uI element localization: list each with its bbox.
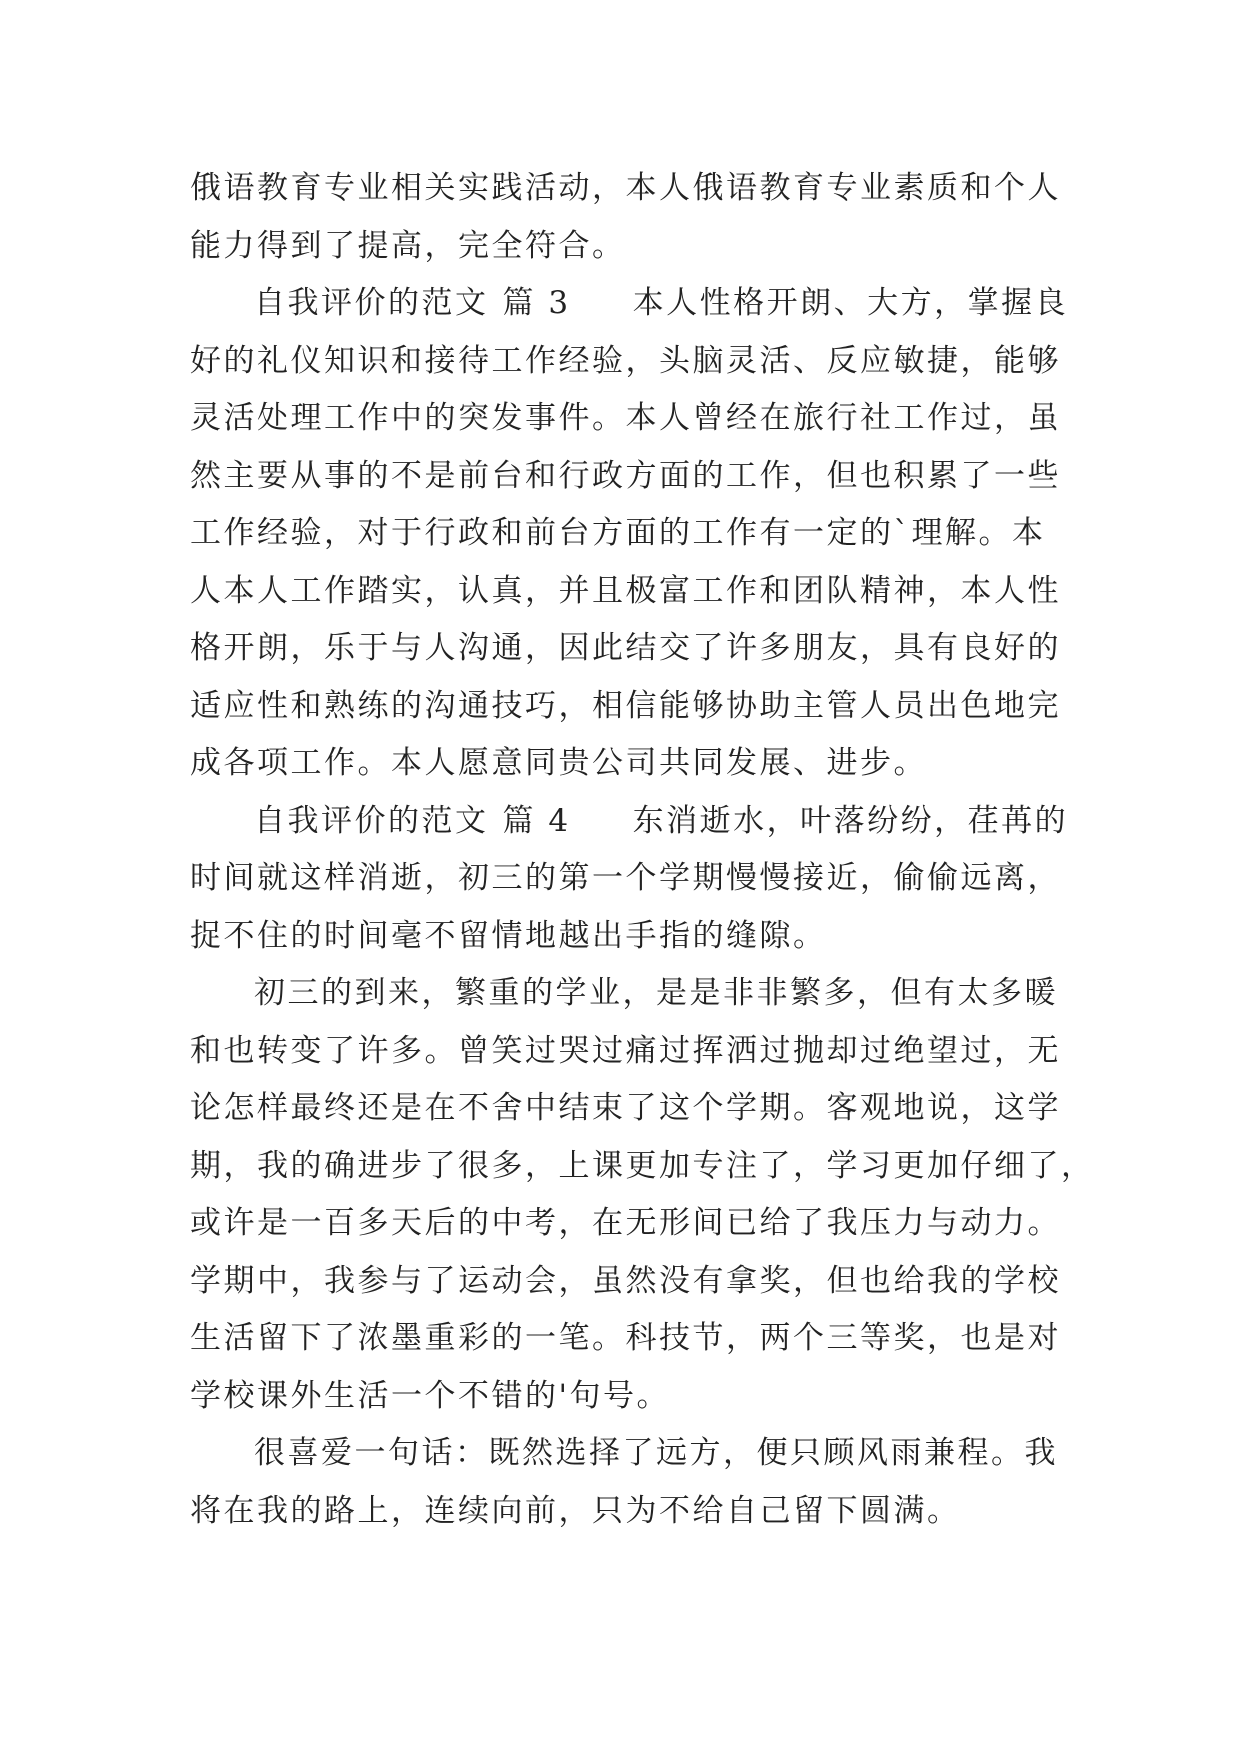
section-number: 篇 3 xyxy=(502,285,571,321)
text-line: 时间就这样消逝，初三的第一个学期慢慢接近，偷偷远离， xyxy=(190,860,1061,896)
section-heading-line xyxy=(190,793,1069,851)
text-line: 工作经验，对于行政和前台方面的工作有一定的`理解。本 xyxy=(190,515,1046,551)
document-body xyxy=(190,160,1095,1540)
section-heading: 自我评价的范文 xyxy=(254,802,489,839)
text-line: 格开朗，乐于与人沟通，因此结交了许多朋友，具有良好的 xyxy=(190,630,1061,666)
text-line: 本人性格开朗、大方，掌握良 xyxy=(632,285,1069,321)
text-line: 俄语教育专业相关实践活动，本人俄语教育专业素质和个人 xyxy=(190,170,1061,206)
text-line: 东消逝水，叶落纷纷，荏苒的 xyxy=(632,802,1069,839)
paragraph xyxy=(190,275,1069,793)
text-line: 能力得到了提高，完全符合。 xyxy=(190,227,626,264)
paragraph xyxy=(190,965,1095,1425)
text-line: 初三的到来，繁重的学业，是是非非繁多，但有太多暖 xyxy=(254,975,1058,1011)
text-line: 学校课外生活一个不错的'句号。 xyxy=(190,1377,671,1414)
text-line: 适应性和熟练的沟通技巧，相信能够协助主管人员出色地完 xyxy=(190,687,1061,724)
text-line: 然主要从事的不是前台和行政方面的工作，但也积累了一些 xyxy=(190,457,1061,494)
section-heading-line xyxy=(190,275,1069,333)
text-line: 论怎样最终还是在不舍中结束了这个学期。客观地说，这学 xyxy=(190,1090,1061,1126)
text-line: 人本人工作踏实，认真，并且极富工作和团队精神，本人性 xyxy=(190,572,1061,609)
text-line: 很喜爱一句话：既然选择了远方，便只顾风雨兼程。我 xyxy=(254,1435,1058,1471)
text-line: 成各项工作。本人愿意同贵公司共同发展、进步。 xyxy=(190,745,927,781)
text-line: 捉不住的时间毫不留情地越出手指的缝隙。 xyxy=(190,917,827,954)
text-line: 将在我的路上，连续向前，只为不给自己留下圆满。 xyxy=(190,1492,961,1529)
section-number: 篇 4 xyxy=(502,802,571,839)
text-line: 灵活处理工作中的突发事件。本人曾经在旅行社工作过，虽 xyxy=(190,400,1061,436)
text-line: 生活留下了浓墨重彩的一笔。科技节，两个三等奖，也是对 xyxy=(190,1320,1061,1356)
paragraph xyxy=(190,793,1069,966)
paragraph xyxy=(190,160,1061,275)
text-line: 期，我的确进步了很多，上课更加专注了，学习更加仔细了， xyxy=(190,1147,1095,1184)
text-line: 和也转变了许多。曾笑过哭过痛过挥洒过抛却过绝望过，无 xyxy=(190,1032,1061,1069)
text-line: 或许是一百多天后的中考，在无形间已给了我压力与动力。 xyxy=(190,1205,1061,1241)
paragraph xyxy=(190,1425,1058,1540)
text-line: 学期中，我参与了运动会，虽然没有拿奖，但也给我的学校 xyxy=(190,1262,1061,1299)
text-line: 好的礼仪知识和接待工作经验，头脑灵活、反应敏捷，能够 xyxy=(190,342,1061,379)
section-heading: 自我评价的范文 xyxy=(254,285,489,321)
